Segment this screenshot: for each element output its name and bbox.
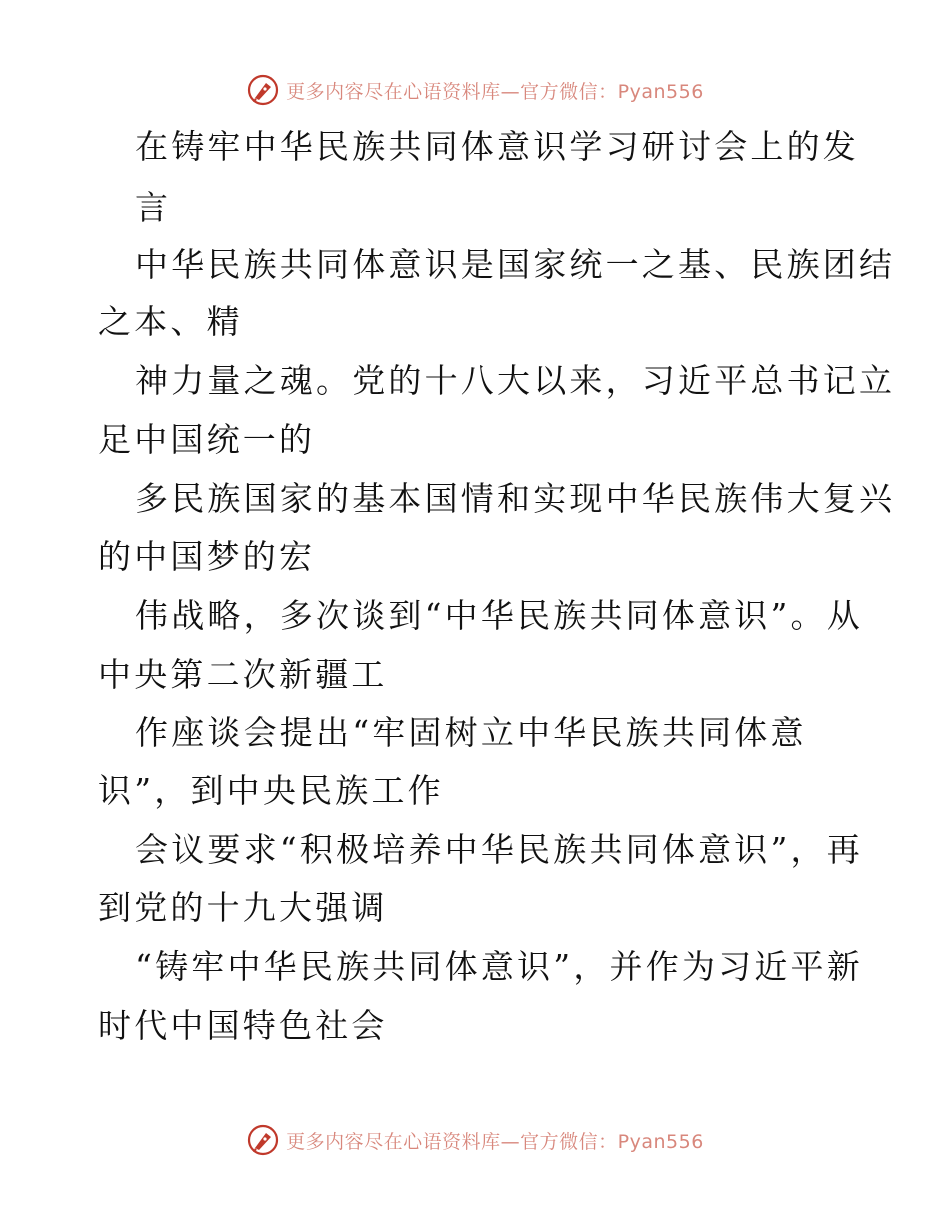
paragraph-line: 中华民族共同体意识是国家统一之基、民族团结 bbox=[135, 245, 896, 284]
footer-watermark bbox=[0, 1122, 950, 1158]
paragraph-line: 时代中国特色社会 bbox=[98, 1006, 388, 1045]
paragraph-line: “铸牢中华民族共同体意识”，并作为习近平新 bbox=[135, 947, 863, 986]
title-line-2: 言 bbox=[135, 188, 172, 227]
paragraph-line: 到党的十九大强调 bbox=[98, 888, 388, 927]
watermark-text: 更多内容尽在心语资料库—官方微信：Pyan556 bbox=[286, 80, 704, 103]
paragraph-line: 神力量之魂。党的十八大以来，习近平总书记立 bbox=[135, 361, 896, 400]
paragraph-line: 作座谈会提出“牢固树立中华民族共同体意 bbox=[135, 713, 807, 752]
paragraph-line: 会议要求“积极培养中华民族共同体意识”，再 bbox=[135, 830, 863, 869]
paragraph-line: 的中国梦的宏 bbox=[98, 537, 316, 576]
paragraph-line: 多民族国家的基本国情和实现中华民族伟大复兴 bbox=[135, 479, 896, 518]
pen-nib-logo-icon bbox=[246, 73, 280, 107]
paragraph-line: 足中国统一的 bbox=[98, 420, 316, 459]
paragraph-line: 伟战略，多次谈到“中华民族共同体意识”。从 bbox=[135, 596, 863, 635]
pen-nib-logo-icon bbox=[246, 1123, 280, 1157]
paragraph-line: 之本、精 bbox=[98, 302, 243, 341]
watermark-text: 更多内容尽在心语资料库—官方微信：Pyan556 bbox=[286, 1130, 704, 1153]
paragraph-line: 中央第二次新疆工 bbox=[98, 655, 388, 694]
header-watermark bbox=[0, 72, 950, 108]
title-line-1: 在铸牢中华民族共同体意识学习研讨会上的发 bbox=[135, 127, 859, 166]
paragraph-line: 识”，到中央民族工作 bbox=[98, 771, 444, 810]
